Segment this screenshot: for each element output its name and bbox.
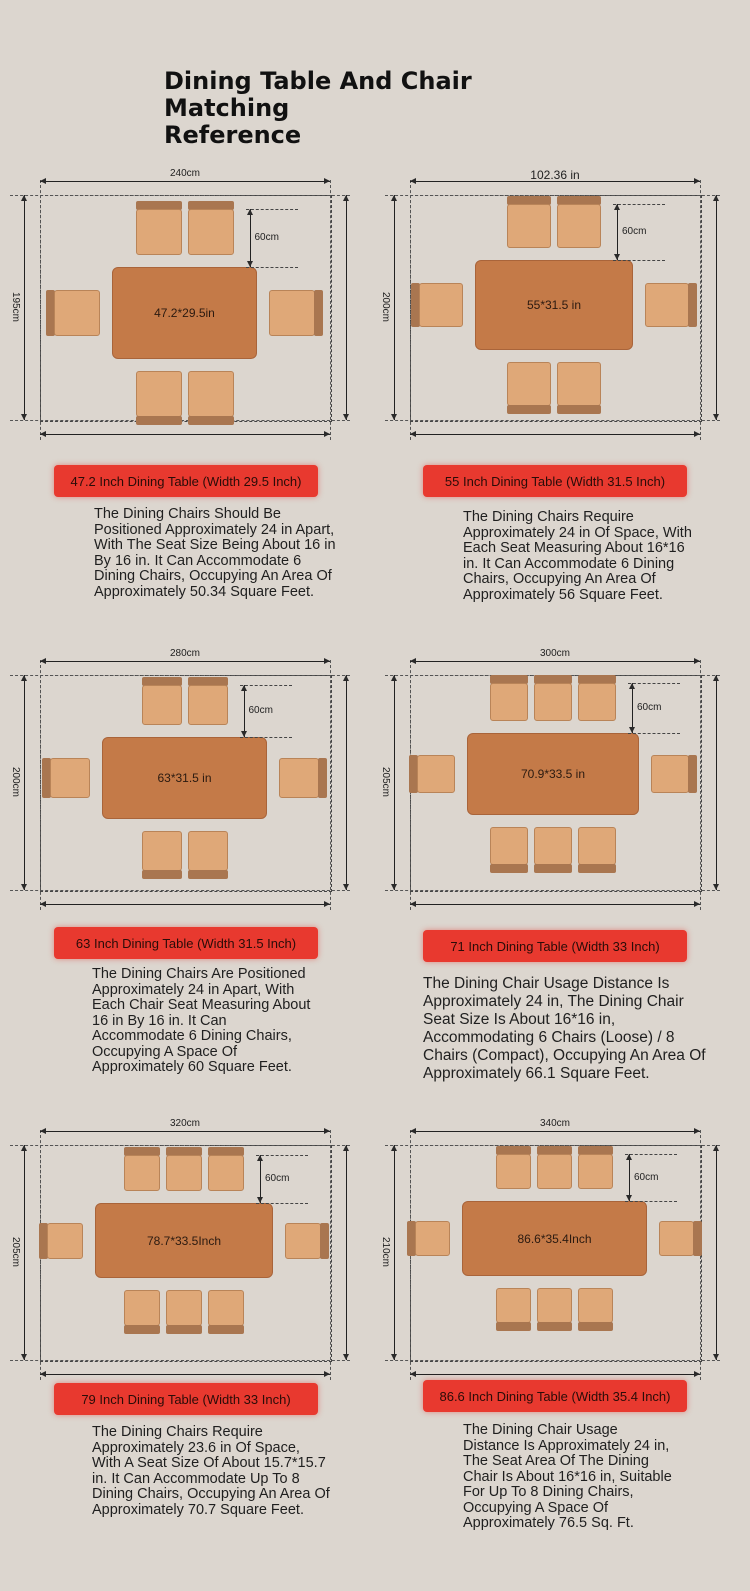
chair-bottom: [166, 1290, 202, 1326]
arrow-down-icon: [626, 1195, 632, 1201]
guide-line-top: [385, 195, 720, 196]
spacing-guide-bottom: [613, 260, 665, 261]
spacing-guide-top: [628, 683, 680, 684]
spacing-dimension-line: [260, 1155, 261, 1203]
arrow-up-icon: [713, 195, 719, 201]
chair-top: [507, 204, 551, 248]
spacing-guide-top: [246, 209, 298, 210]
spacing-label: 60cm: [637, 702, 662, 713]
chair-bottom: [507, 362, 551, 406]
chair-back-right: [688, 755, 697, 793]
width-label: 280cm: [169, 648, 200, 659]
chair-right: [645, 283, 689, 327]
table-description: The Dining Chairs Require Approximately 24 in Of Space, With Each Seat Measuring About 16*16 in. It Can Accommodate 6 Dining Chairs, Occupying An Area Of Approximately 56 Square Feet.: [463, 509, 692, 603]
width-label: 102.36 in: [530, 168, 580, 182]
table-description: The Dining Chair Usage Distance Is Approximately 24 in, The Dining Chair Seat Size Is About 16*16 in, Accommodating 6 Chairs (Loose) / 8 Chairs (Compact), Occupying An Area Of Approximately 66.1 Square Feet.: [423, 975, 706, 1082]
spacing-guide-bottom: [240, 737, 292, 738]
spacing-guide-top: [625, 1154, 677, 1155]
chair-left: [54, 290, 100, 336]
arrow-up-icon: [343, 1145, 349, 1151]
table-description: The Dining Chairs Should Be Positioned Approximately 24 in Apart, With The Seat Size Being About 16 in By 16 in. It Can Accommodate 6 Dining Chairs, Occupying An Area Of Approximately 50.34 Square Feet.: [94, 506, 336, 600]
arrow-down-icon: [614, 254, 620, 260]
chair-right: [269, 290, 315, 336]
arrow-up-icon: [343, 675, 349, 681]
height-dimension-line: [24, 1145, 25, 1360]
table-description: The Dining Chairs Are Positioned Approximately 24 in Apart, With Each Chair Seat Measuring About 16 in By 16 in. It Can Accommodate 6 Dining Chairs, Occupying A Space Of Approximately 60 Square Feet.: [92, 966, 311, 1075]
size-badge: 79 Inch Dining Table (Width 33 Inch): [54, 1383, 318, 1415]
arrow-up-icon: [391, 195, 397, 201]
chair-left: [419, 283, 463, 327]
chair-bottom: [496, 1288, 531, 1323]
chair-top: [578, 1154, 613, 1189]
spacing-label: 60cm: [622, 226, 647, 237]
arrow-left-icon: [40, 901, 46, 907]
chair-bottom: [136, 371, 182, 417]
chair-top: [136, 209, 182, 255]
arrow-up-icon: [614, 204, 620, 210]
chair-back-right: [688, 283, 697, 327]
chair-top: [496, 1154, 531, 1189]
chair-top: [490, 683, 528, 721]
table-description: The Dining Chairs Require Approximately 23.6 in Of Space, With A Seat Size Of About 15.7*15.7 in. It Can Accommodate Up To 8 Dining Chairs, Occupying An Area Of Approximately 70.7 Square Feet.: [92, 1424, 330, 1518]
bottom-dimension-line: [410, 904, 700, 905]
bottom-dimension-line: [410, 434, 700, 435]
arrow-down-icon: [247, 261, 253, 267]
arrow-left-icon: [410, 431, 416, 437]
diagram-panel: [380, 165, 740, 603]
chair-left: [415, 1221, 450, 1256]
arrow-left-icon: [410, 1128, 416, 1134]
arrow-up-icon: [713, 1145, 719, 1151]
arrow-down-icon: [343, 414, 349, 420]
height-label: 205cm: [10, 1236, 21, 1267]
height-dimension-line: [24, 195, 25, 420]
chair-top: [208, 1155, 244, 1191]
arrow-right-icon: [694, 431, 700, 437]
chair-bottom: [578, 827, 616, 865]
chair-top: [142, 685, 182, 725]
arrow-right-icon: [694, 901, 700, 907]
guide-line-bottom: [10, 890, 350, 891]
guide-line-bottom: [385, 420, 720, 421]
spacing-guide-bottom: [628, 733, 680, 734]
spacing-dimension-line: [629, 1154, 630, 1201]
chair-back-bottom: [490, 864, 528, 873]
arrow-left-icon: [40, 1371, 46, 1377]
chair-bottom: [537, 1288, 572, 1323]
arrow-down-icon: [21, 414, 27, 420]
chair-back-right: [318, 758, 327, 798]
height-dimension-line: [394, 195, 395, 420]
guide-line-right: [700, 660, 701, 910]
width-label: 320cm: [169, 1118, 200, 1129]
spacing-guide-bottom: [625, 1201, 677, 1202]
chair-bottom: [557, 362, 601, 406]
right-dimension-line: [346, 195, 347, 420]
guide-line-left: [40, 660, 41, 910]
arrow-up-icon: [391, 675, 397, 681]
spacing-guide-top: [256, 1155, 308, 1156]
bottom-dimension-line: [40, 434, 330, 435]
guide-line-bottom: [385, 890, 720, 891]
arrow-left-icon: [410, 901, 416, 907]
width-dimension-line: [40, 181, 330, 182]
dining-table: 70.9*33.5 in: [467, 733, 639, 815]
arrow-left-icon: [40, 658, 46, 664]
arrow-left-icon: [40, 431, 46, 437]
diagram-panel: [380, 645, 740, 1082]
guide-line-bottom: [385, 1360, 720, 1361]
height-dimension-line: [394, 1145, 395, 1360]
arrow-up-icon: [21, 1145, 27, 1151]
arrow-up-icon: [626, 1154, 632, 1160]
height-label: 200cm: [10, 766, 21, 797]
chair-bottom: [188, 371, 234, 417]
chair-back-bottom: [557, 405, 601, 414]
guide-line-right: [700, 180, 701, 440]
right-dimension-line: [346, 675, 347, 890]
chair-back-bottom: [534, 864, 572, 873]
chair-top: [578, 683, 616, 721]
chair-bottom: [188, 831, 228, 871]
dining-table: 47.2*29.5in: [112, 267, 257, 359]
chair-left: [50, 758, 90, 798]
arrow-right-icon: [694, 1371, 700, 1377]
arrow-down-icon: [343, 1354, 349, 1360]
chair-right: [279, 758, 319, 798]
diagram-panel: [10, 165, 365, 600]
right-dimension-line: [716, 675, 717, 890]
arrow-left-icon: [410, 658, 416, 664]
chair-back-bottom: [537, 1322, 572, 1331]
chair-back-right: [314, 290, 323, 336]
width-label: 340cm: [539, 1118, 570, 1129]
arrow-down-icon: [391, 414, 397, 420]
width-dimension-line: [410, 661, 700, 662]
spacing-guide-top: [240, 685, 292, 686]
guide-line-left: [40, 180, 41, 440]
chair-top: [188, 685, 228, 725]
arrow-down-icon: [21, 884, 27, 890]
size-badge: 55 Inch Dining Table (Width 31.5 Inch): [423, 465, 687, 497]
chair-back-bottom: [496, 1322, 531, 1331]
arrow-right-icon: [324, 1128, 330, 1134]
arrow-down-icon: [713, 884, 719, 890]
arrow-up-icon: [391, 1145, 397, 1151]
size-badge: 86.6 Inch Dining Table (Width 35.4 Inch): [423, 1380, 687, 1412]
arrow-up-icon: [21, 675, 27, 681]
bottom-dimension-line: [40, 1374, 330, 1375]
chair-top: [557, 204, 601, 248]
guide-line-right: [330, 1130, 331, 1380]
chair-right: [651, 755, 689, 793]
arrow-up-icon: [257, 1155, 263, 1161]
chair-back-bottom: [142, 870, 182, 879]
arrow-up-icon: [343, 195, 349, 201]
guide-line-right: [330, 180, 331, 440]
arrow-right-icon: [694, 178, 700, 184]
size-badge: 71 Inch Dining Table (Width 33 Inch): [423, 930, 687, 962]
diagram-panel: [380, 1115, 740, 1531]
arrow-down-icon: [713, 414, 719, 420]
chair-back-right: [320, 1223, 329, 1259]
arrow-down-icon: [391, 884, 397, 890]
size-badge: 63 Inch Dining Table (Width 31.5 Inch): [54, 927, 318, 959]
table-description: The Dining Chair Usage Distance Is Approximately 24 in, The Seat Area Of The Dining Chair Is About 16*16 in, Suitable For Up To 8 Dining Chairs, Occupying A Space Of Approximately 76.5 Sq. Ft.: [463, 1422, 672, 1531]
arrow-down-icon: [241, 731, 247, 737]
chair-bottom: [142, 831, 182, 871]
chair-back-right: [693, 1221, 702, 1256]
arrow-right-icon: [324, 901, 330, 907]
width-dimension-line: [410, 1131, 700, 1132]
chair-back-bottom: [188, 870, 228, 879]
arrow-right-icon: [694, 1128, 700, 1134]
spacing-label: 60cm: [265, 1173, 290, 1184]
arrow-down-icon: [713, 1354, 719, 1360]
dining-table: 86.6*35.4Inch: [462, 1201, 647, 1276]
height-dimension-line: [394, 675, 395, 890]
spacing-dimension-line: [617, 204, 618, 260]
spacing-dimension-line: [250, 209, 251, 267]
chair-top: [124, 1155, 160, 1191]
height-label: 210cm: [380, 1236, 391, 1267]
arrow-left-icon: [410, 1371, 416, 1377]
spacing-guide-top: [613, 204, 665, 205]
arrow-down-icon: [343, 884, 349, 890]
chair-back-bottom: [166, 1325, 202, 1334]
width-label: 240cm: [169, 168, 200, 179]
arrow-left-icon: [40, 178, 46, 184]
spacing-dimension-line: [244, 685, 245, 737]
guide-line-top: [10, 195, 350, 196]
guide-line-right: [330, 660, 331, 910]
chair-bottom: [208, 1290, 244, 1326]
width-dimension-line: [40, 1131, 330, 1132]
right-dimension-line: [346, 1145, 347, 1360]
chair-top: [166, 1155, 202, 1191]
arrow-right-icon: [324, 1371, 330, 1377]
spacing-guide-bottom: [256, 1203, 308, 1204]
chair-back-bottom: [208, 1325, 244, 1334]
spacing-label: 60cm: [254, 232, 279, 243]
height-label: 205cm: [380, 766, 391, 797]
chair-top: [534, 683, 572, 721]
chair-back-bottom: [578, 864, 616, 873]
guide-line-bottom: [10, 1360, 350, 1361]
chair-back-bottom: [578, 1322, 613, 1331]
arrow-down-icon: [257, 1197, 263, 1203]
chair-bottom: [124, 1290, 160, 1326]
chair-top: [537, 1154, 572, 1189]
right-dimension-line: [716, 195, 717, 420]
arrow-down-icon: [21, 1354, 27, 1360]
chair-right: [659, 1221, 694, 1256]
spacing-dimension-line: [632, 683, 633, 733]
arrow-left-icon: [410, 178, 416, 184]
chair-left: [417, 755, 455, 793]
chair-back-bottom: [136, 416, 182, 425]
arrow-up-icon: [241, 685, 247, 691]
chair-back-bottom: [124, 1325, 160, 1334]
chair-right: [285, 1223, 321, 1259]
arrow-left-icon: [40, 1128, 46, 1134]
spacing-label: 60cm: [634, 1171, 659, 1183]
arrow-right-icon: [324, 178, 330, 184]
chair-top: [188, 209, 234, 255]
chair-bottom: [534, 827, 572, 865]
chair-back-bottom: [188, 416, 234, 425]
arrow-right-icon: [324, 431, 330, 437]
chair-back-bottom: [507, 405, 551, 414]
chair-left: [47, 1223, 83, 1259]
diagram-panel: [10, 645, 365, 1075]
bottom-dimension-line: [410, 1374, 700, 1375]
size-badge: 47.2 Inch Dining Table (Width 29.5 Inch): [54, 465, 318, 497]
page-title: Dining Table And Chair Matching Reference: [164, 67, 472, 149]
arrow-up-icon: [629, 683, 635, 689]
width-label: 300cm: [539, 648, 570, 659]
chair-bottom: [490, 827, 528, 865]
dining-table: 55*31.5 in: [475, 260, 633, 350]
height-label: 200cm: [380, 291, 391, 322]
dining-table: 63*31.5 in: [102, 737, 267, 819]
diagram-panel: [10, 1115, 365, 1518]
chair-bottom: [578, 1288, 613, 1323]
height-dimension-line: [24, 675, 25, 890]
guide-line-top: [10, 1145, 350, 1146]
bottom-dimension-line: [40, 904, 330, 905]
height-label: 195cm: [10, 291, 21, 322]
arrow-down-icon: [391, 1354, 397, 1360]
arrow-up-icon: [21, 195, 27, 201]
arrow-right-icon: [324, 658, 330, 664]
spacing-label: 60cm: [248, 705, 273, 716]
right-dimension-line: [716, 1145, 717, 1360]
dining-table: 78.7*33.5Inch: [95, 1203, 273, 1278]
arrow-up-icon: [247, 209, 253, 215]
width-dimension-line: [40, 661, 330, 662]
arrow-down-icon: [629, 727, 635, 733]
guide-line-top: [10, 675, 350, 676]
arrow-right-icon: [694, 658, 700, 664]
arrow-up-icon: [713, 675, 719, 681]
spacing-guide-bottom: [246, 267, 298, 268]
